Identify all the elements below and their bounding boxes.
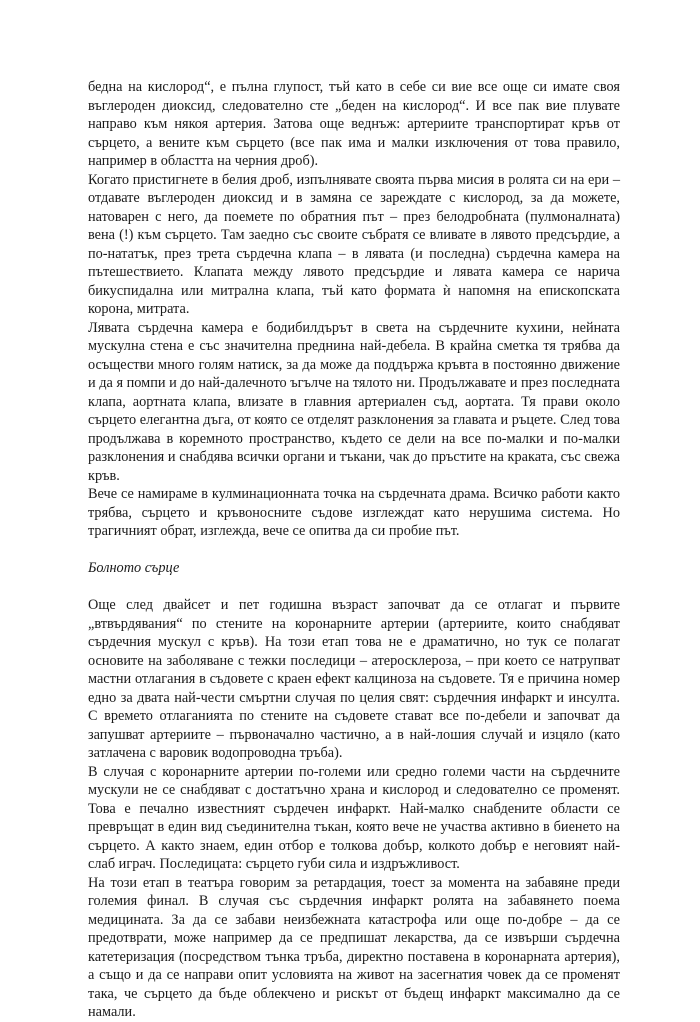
paragraph: На този етап в театъра говорим за ретардация, тоест за момента на забавяне преди големия финал. В случая със сърдечния инфаркт ролята на забавянето поема медицината. За да се забави неизбежната катастрофа или още по-добре – да се предотврати, може например да се предпишат лекарства, да се извърши сърдечна катетеризация (посредством тънка тръба, директно поставена в коронарната артерия), а също и да се направи опит условията на живот на засегнатия човек да се променят така, че сърцето да бъде облекчено и рискът от бъдещ инфаркт максимално да се намали.	[88, 874, 620, 1020]
paragraph: Още след двайсет и пет годишна възраст започват да се отлагат и първите „втвърдявания“ по стените на коронарните артерии (артериите, които снабдяват сърдечния мускул с кръв). На този етап това не е драматично, но тук се полагат основите на заболяване с тежки последици – атеросклероза, – при което се натрупват мастни отлагания в съдовете с краен ефект калциноза на съдовете. Тя е причина номер едно за двата най-чести смъртни случая по целия свят: сърдечния инфаркт и инсулта. С времето отлаганията по стените на съдовете стават все по-дебели и започват да запушват артериите – първоначално частично, а в най-лошия случай и изцяло (като затлачена с варовик водопроводна тръба).	[88, 597, 620, 761]
paragraph: Когато пристигнете в белия дроб, изпълнявате своята първа мисия в ролята си на ери – отдавате въглероден диоксид и в замяна се зареждате с кислород, за да можете, натоварен с него, да поемете по обратния път – през белодробната (пулмоналната) вена (!) към сърцето. Там заедно със своите събратя се вливате в лявото предсърдие, а по-нататък, през трета сърдечна клапа – в лявата (и последна) сърдечна камера на пътешествието. Клапата между лявото предсърдие и лявата камера се нарича бикуспидална или митрална клапа, тъй като формата ѝ напомня на епископската корона, митрата.	[88, 171, 620, 317]
paragraph: В случая с коронарните артерии по-големи или средно големи части на сърдечните мускули не се снабдяват с достатъчно храна и кислород и следователно се променят. Това е печално известният сърдечен инфаркт. Най-малко снабдените области се превръщат в един вид съединителна тъкан, която вече не участва активно в биенето на сърцето. А както знаем, един отбор е толкова добър, колкото добър е неговият най-слаб играч. Последицата: сърцето губи сила и издръжливост.	[88, 763, 620, 872]
section-heading: Болното сърце	[88, 560, 180, 576]
spacer	[88, 578, 620, 597]
paragraph: Лявата сърдечна камера е бодибилдърът в света на сърдечните кухини, нейната мускулна стена е със значителна преднина най-дебела. В крайна сметка тя трябва да осъществи много голям натиск, за да може да поддържа кръвта в постоянно движение и да я помпи и до най-далечното ъгълче на тялото ни. Продължавате и през последната клапа, аортната клапа, влизате в главния артериален съд, аортата. Тя прави около сърцето елегантна дъга, от която се отделят разклонения за главата и ръцете. След това продължава в коремното пространство, където се дели на все по-малки и по-малки разклонения и снабдява всички органи и тъкани, чак до пръстите на краката, със свежа кръв.	[88, 319, 620, 484]
paragraph: Вече се намираме в кулминационната точка на сърдечната драма. Всичко работи както трябва, сърцето и кръвоносните съдове изглеждат като нерушима система. Но трагичният обрат, изглежда, вече се опитва да си пробие път.	[88, 486, 620, 539]
spacer	[88, 541, 620, 560]
paragraph: бедна на кислород“, е пълна глупост, тъй като в себе си вие все още си имате своя въглероден диоксид, следователно сте „беден на кислород“. И все пак вие плувате направо към някоя артерия. Затова още веднъж: артериите транспортират кръв от сърцето, а вените към сърцето (все пак има и малки изключения от това правило, например в областта на черния дроб).	[88, 79, 620, 169]
document-page	[88, 78, 620, 1022]
